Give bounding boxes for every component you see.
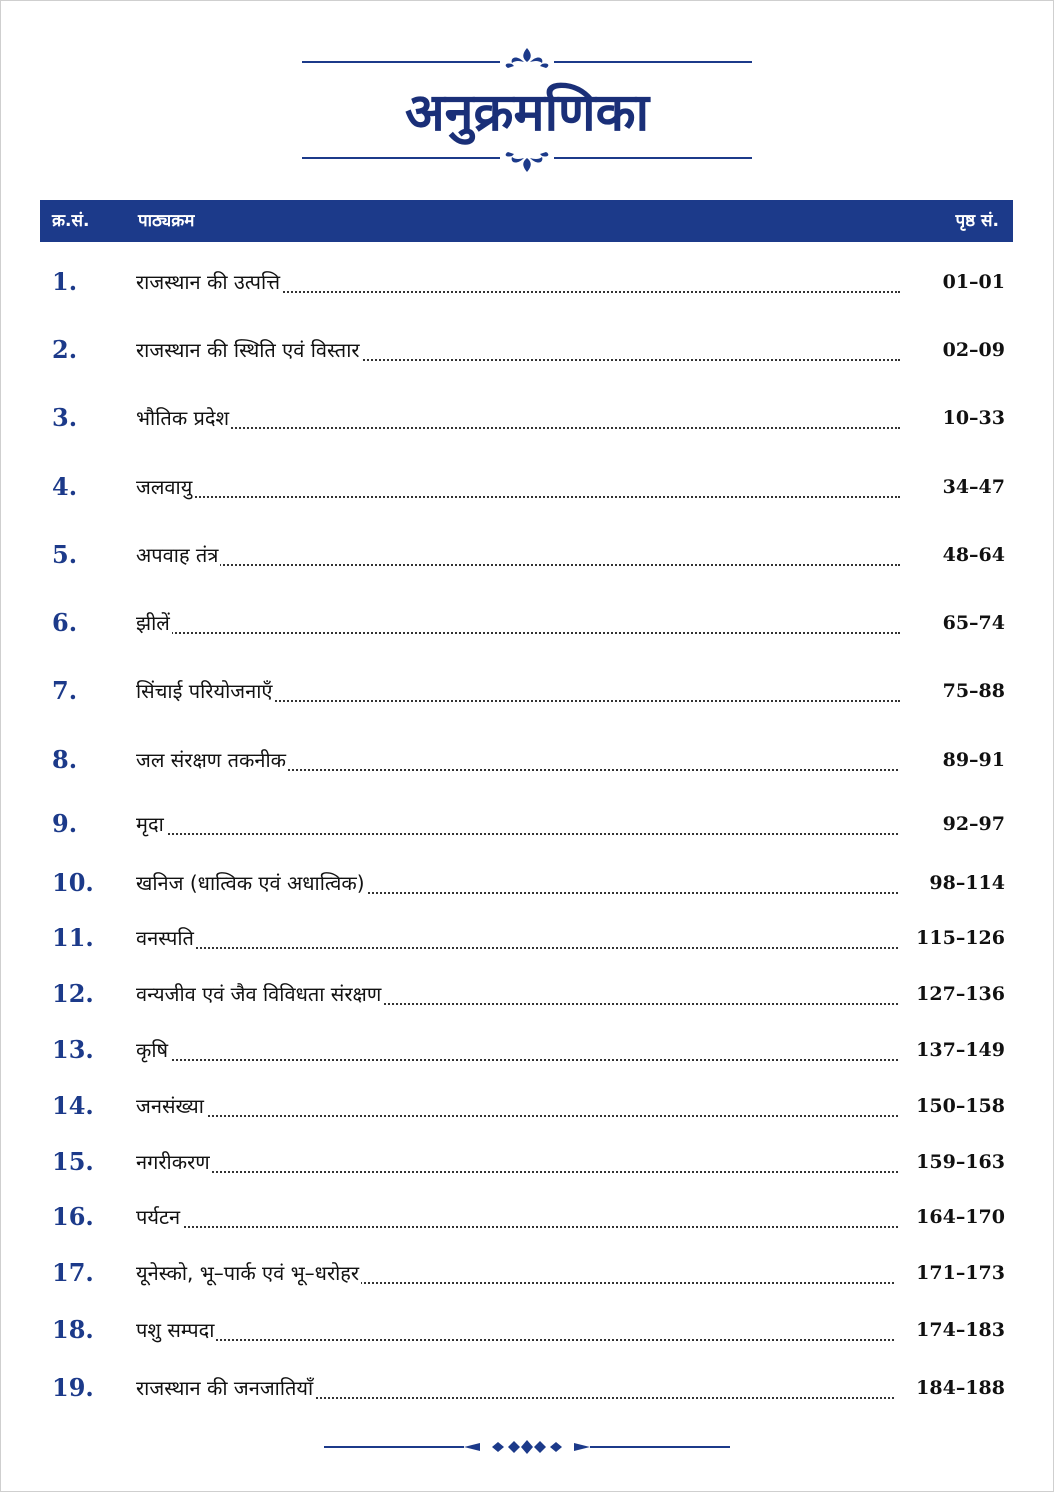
toc-title: भौतिक प्रदेश (136, 398, 231, 438)
toc-pages: 01–01 (942, 271, 1005, 293)
dot-leader (136, 425, 900, 429)
toc-row[interactable] (40, 398, 1013, 438)
header-page-number: पृष्ठ सं. (955, 211, 999, 231)
toc-number: 13. (52, 1035, 94, 1064)
toc-number: 10. (52, 868, 94, 897)
toc-title: राजस्थान की जनजातियाँ (136, 1368, 315, 1408)
toc-row[interactable] (40, 603, 1013, 643)
toc-pages: 65–74 (942, 612, 1005, 634)
toc-pages: 10–33 (942, 407, 1005, 429)
toc-title: मृदा (136, 804, 166, 844)
toc-title: जलवायु (136, 467, 194, 507)
toc-number: 12. (52, 979, 94, 1008)
toc-number: 11. (52, 923, 94, 952)
toc-title: जल संरक्षण तकनीक (136, 740, 288, 780)
toc-pages: 02–09 (942, 339, 1005, 361)
toc-row[interactable] (40, 671, 1013, 711)
toc-title: जनसंख्या (136, 1086, 206, 1126)
toc-title: वनस्पति (136, 918, 196, 958)
toc-pages: 171–173 (916, 1262, 1005, 1284)
toc-number: 3. (52, 403, 78, 432)
toc-row[interactable] (40, 1368, 1013, 1408)
toc-number: 1. (52, 267, 78, 296)
toc-pages: 98–114 (929, 872, 1005, 894)
toc-pages: 150–158 (916, 1095, 1005, 1117)
toc-pages: 75–88 (942, 680, 1005, 702)
toc-number: 2. (52, 335, 78, 364)
toc-number: 18. (52, 1315, 94, 1344)
header-serial-number: क्र.सं. (52, 211, 90, 231)
toc-number: 4. (52, 472, 78, 501)
toc-number: 19. (52, 1373, 94, 1402)
toc-title: कृषि (136, 1030, 170, 1070)
dot-leader (136, 1113, 898, 1117)
toc-pages: 164–170 (916, 1206, 1005, 1228)
toc-number: 9. (52, 809, 78, 838)
toc-row[interactable] (40, 262, 1013, 302)
toc-pages: 159–163 (916, 1151, 1005, 1173)
toc-pages: 174–183 (916, 1319, 1005, 1341)
toc-title: अपवाह तंत्र (136, 535, 220, 575)
toc-pages: 137–149 (916, 1039, 1005, 1061)
toc-row[interactable] (40, 330, 1013, 370)
toc-title: झीलें (136, 603, 172, 643)
toc-number: 17. (52, 1258, 94, 1287)
dot-leader (136, 494, 900, 498)
toc-title: पशु सम्पदा (136, 1310, 216, 1350)
toc-row[interactable] (40, 1197, 1013, 1237)
toc-title: सिंचाई परियोजनाएँ (136, 671, 274, 711)
toc-number: 14. (52, 1091, 94, 1120)
toc-row[interactable] (40, 918, 1013, 958)
toc-title: राजस्थान की स्थिति एवं विस्तार (136, 330, 362, 370)
header-course: पाठ्यक्रम (138, 211, 195, 231)
toc-row[interactable] (40, 1142, 1013, 1182)
page-title: अनुक्रमणिका (404, 83, 650, 143)
toc-title: राजस्थान की उत्पत्ति (136, 262, 282, 302)
dot-leader (136, 1057, 898, 1061)
toc-number: 15. (52, 1147, 94, 1176)
toc-title: पर्यटन (136, 1197, 182, 1237)
toc-number: 5. (52, 540, 78, 569)
toc-title: यूनेस्को, भू–पार्क एवं भू–धरोहर (136, 1253, 361, 1293)
toc-row[interactable] (40, 1086, 1013, 1126)
toc-pages: 127–136 (916, 983, 1005, 1005)
toc-number: 8. (52, 745, 78, 774)
dot-leader (136, 1337, 894, 1341)
toc-number: 7. (52, 676, 78, 705)
toc-number: 16. (52, 1202, 94, 1231)
toc-row[interactable] (40, 1253, 1013, 1293)
dot-leader (136, 945, 898, 949)
toc-pages: 89–91 (942, 749, 1005, 771)
toc-row[interactable] (40, 740, 1013, 780)
dot-leader (136, 831, 898, 835)
toc-row[interactable] (40, 804, 1013, 844)
toc-row[interactable] (40, 467, 1013, 507)
toc-row[interactable] (40, 863, 1013, 903)
toc-pages: 184–188 (916, 1377, 1005, 1399)
toc-row[interactable] (40, 535, 1013, 575)
toc-row[interactable] (40, 1030, 1013, 1070)
toc-row[interactable] (40, 974, 1013, 1014)
toc-pages: 48–64 (942, 544, 1005, 566)
dot-leader (136, 1169, 898, 1173)
toc-pages: 34–47 (942, 476, 1005, 498)
toc-title: वन्यजीव एवं जैव विविधता संरक्षण (136, 974, 383, 1014)
dot-leader (136, 630, 900, 634)
dot-leader (136, 562, 900, 566)
dot-leader (136, 1224, 898, 1228)
toc-title: नगरीकरण (136, 1142, 212, 1182)
toc-pages: 92–97 (942, 813, 1005, 835)
toc-row[interactable] (40, 1310, 1013, 1350)
toc-title: खनिज (धात्विक एवं अधात्विक) (136, 863, 367, 903)
diamond-divider-icon (324, 1436, 730, 1458)
toc-number: 6. (52, 608, 78, 637)
toc-pages: 115–126 (916, 927, 1005, 949)
